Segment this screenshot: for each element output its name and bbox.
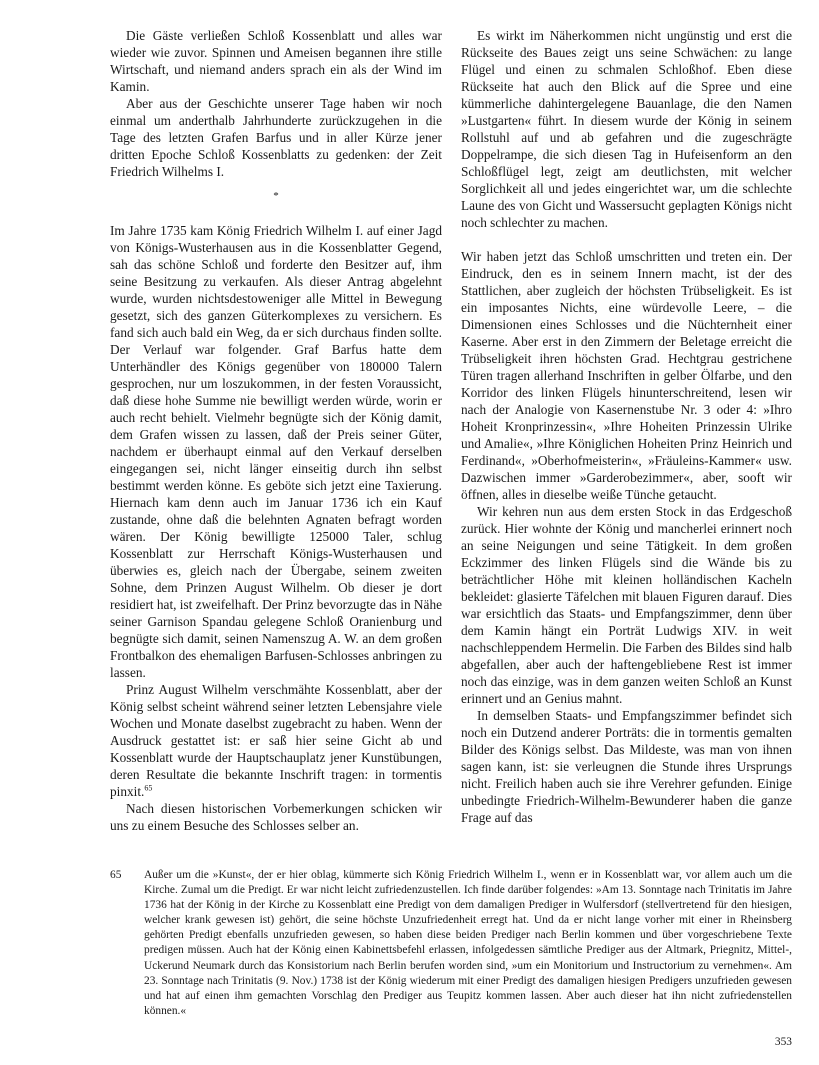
right-column — [461, 27, 792, 826]
section-break — [461, 231, 792, 248]
paragraph: Im Jahre 1735 kam König Friedrich Wilhelm I. auf einer Jagd von Königs-Wusterhausen aus in die Kossenblatter Gegend, sah das schöne Schloß und forderte den Besitzer auf, ihm seine Besitzung zu verkaufen. Als dieser Antrag abgelehnt wurde, wurden nichtsdestoweniger alle Mittel in Bewegung gesetzt, sich des ganzen Güterkomplexes zu versichern. Es fand sich auch bald ein Weg, da er sich durchaus finden sollte. Der Verlauf war folgender. Graf Barfus hatte dem Unterhändler des Königs gegenüber von 180000 Talern gesprochen, nur um loszukommen, in der festen Voraussicht, daß diese hohe Summe nie bewilligt werden würde, worin er auch recht behielt. Vielmehr begnügte sich der König damit, dem Grafen wissen zu lassen, daß der Preis seiner Güter, nachdem er überhaupt einmal auf den Verkauf derselben eingegangen sei, nicht länger einseitig durch ihn selbst bestimmt werden könne. Es geböte sich jetzt eine Taxierung. Hiernach kam denn auch im Januar 1736 ich ein Kauf zustande, ohne daß die belehnten Agnaten befragt worden wären. Der König bewilligte 125000 Taler, schlug Kossenblatt zur Herrschaft Königs-Wusterhausen und überwies es, gleich nach der Übergabe, seinem zweiten Sohne, dem Prinzen August Wilhelm. Ob dieser je dort residiert hat, ist zweifelhaft. Der Prinz bevorzugte das in Nähe seiner Garnison Spandau gelegene Schloß Oranienburg und begnügte sich damit, seinen Namenszug A. W. an dem großen Frontbalkon des ehemaligen Barfusen-Schlosses anbringen zu lassen. — [110, 223, 442, 680]
paragraph — [110, 681, 442, 800]
footnote-reference[interactable]: 65 — [144, 783, 153, 793]
page-number: 353 — [774, 1036, 792, 1048]
paragraph: Wir haben jetzt das Schloß umschritten und treten ein. Der Eindruck, den es in seinem Innern macht, ist der des Stattlichen, aber zugleich der höchsten Trübseligkeit. Es ist ein imposantes Nichts, eine würdevolle Leere, – die Dimensionen eines Schlosses und die Nüchternheit einer Kaserne. Aber erst in den Zimmern der Beletage erreicht die Trübseligkeit ihren höchsten Grad. Hechtgrau gestrichene Türen tragen allerhand Inschriften in gelber Ölfarbe, und den Korridor des linken Flügels hinunterschreitend, lesen wir nach der Analogie von Kasernenstube Nr. 3 oder 4: »Ihro Hoheit Kronprinzessin«, »Ihre Hoheiten Prinzessin Ulrike und Amalie«, »Ihre Königlichen Hoheiten Prinz Heinrich und Ferdinand«, »Oberhofmeisterin«, »Fräuleins-Kammer« usw. Dazwischen immer »Garderobezimmer«, aber, sooft wir öffnen, alles in dieselbe weiße Tünche getaucht. — [461, 249, 792, 502]
paragraph: Nach diesen historischen Vorbemerkungen schicken wir uns zu einem Besuche des Schlosses selber an. — [110, 801, 442, 833]
paragraph-text: Prinz August Wilhelm verschmähte Kossenblatt, aber der König selbst scheint während seiner letzten Lebensjahre viele Wochen und Monate daselbst zugebracht zu haben. Wenn der Ausdruck gestattet ist: er saß hier seine Gicht ab und Kossenblatt wurde der Hauptschauplatz jener Kunstübungen, deren Resultate die bekannte Inschrift tragen: in tormentis pinxit. — [110, 682, 442, 799]
footnote — [110, 868, 792, 1019]
footnote-text: Außer um die »Kunst«, der er hier oblag, kümmerte sich König Friedrich Wilhelm I., wenn er in Kossenblatt war, vor allem auch um die Kirche. Zumal um die Predigt. Er war nicht leicht zufriedenzustellen. Ich finde darüber folgendes: »Am 13. Sonntage nach Trinitatis im Jahre 1736 hat der König in der Kirche zu Kossenblatt eine Predigt von dem damaligen Prediger in Wulfersdorf (stellvertretend für den hiesigen, welcher krank gewesen ist) gehört, die seine höchste Unzufriedenheit erregt hat. Und da er nicht lange vorher mit einer in Rheinsberg gehörten Predigt ebenfalls unzufrieden gewesen, so haben diese beiden Prediger nach Berlin kommen und über vorgeschriebene Texte predigen müssen. Auch hat der König einen Kabinettsbefehl erlassen, infolgedessen sämtliche Prediger aus der Altmark, Priegnitz, Mittel-, Uckerund Neumark durch das Konsistorium nach Berlin berufen worden sind, »um ein Monitorium und Instructorium zu vernehmen«. Am 23. Sonntage nach Trinitatis (9. Nov.) 1738 ist der König wiederum mit einer Predigt des damaligen hiesigen Predigers unzufrieden gewesen und hat auf einen ihm gemachten Vorschlag den Prediger aus Teupitz kommen lassen. Aber auch dieser hat ihn nicht zufriedenstellen können.« — [144, 869, 792, 1017]
paragraph: Es wirkt im Näherkommen nicht ungünstig und erst die Rückseite des Baues zeigt uns seine Schwächen: zu lange Flügel und einen zu schmalen Schloßhof. Eben diese Rückseite hat auch den Blick auf die Spree und eine kümmerliche dahintergelegene Bauanlage, die den Namen »Lustgarten« führt. In diesem wurde der König in seinem Rollstuhl auf und ab gefahren und die zugeschrägte Doppelrampe, die sich diesen Tag in Hufeisenform an den Schloßflügel legt, zeigt am deutlichsten, mit welcher Sorglichkeit all und jedes eingerichtet war, um die schlechte Laune des von Gicht und Wassersucht geplagten Königs nicht noch schlechter zu machen. — [461, 28, 792, 230]
paragraph: Die Gäste verließen Schloß Kossenblatt und alles war wieder wie zuvor. Spinnen und Ameisen begannen ihre stille Wirtschaft, und niemand anders sprach ein als der Wind im Kamin. — [110, 28, 442, 94]
left-column — [110, 27, 442, 834]
section-separator: * — [273, 190, 279, 202]
paragraph: In demselben Staats- und Empfangszimmer befindet sich noch ein Dutzend anderer Porträts: die in tormentis gemalten Bilder des Königs selbst. Das Mildeste, was man von ihnen sagen kann, ist: sie verleugnen die Stunde ihres Ursprungs nicht. Freilich haben auch sie ihre Verehrer gefunden. Einige unbedingte Friedrich-Wilhelm-Bewunderer haben die ganze Frage auf das — [461, 708, 792, 825]
footnote-number: 65 — [110, 869, 122, 881]
paragraph: Aber aus der Geschichte unserer Tage haben wir noch einmal um anderthalb Jahrhunderte zurückzugehen in die Tage des letzten Grafen Barfus und in aller Kürze jener dritten Epoche Schloß Kossenblatts zu gedenken: der Zeit Friedrich Wilhelms I. — [110, 96, 442, 179]
paragraph: Wir kehren nun aus dem ersten Stock in das Erdgeschoß zurück. Hier wohnte der König und mancherlei erinnert noch an seine Neigungen und seine Tätigkeit. In dem großen Eckzimmer des linken Flügels sind die Wände bis zu beträchtlicher Höhe mit kleinen holländischen Kacheln bekleidet: glasierte Täfelchen mit blauen Figuren darauf. Dies war ersichtlich das Staats- und Empfangszimmer, denn über dem Kamin hängt ein Porträt Ludwigs XIV. in weit nachschleppendem Hermelin. Die Farben des Bildes sind halb abgefallen, aber auch der haftengebliebene Rest ist immer noch das einzige, was in dem ganzen weiten Schloß an Kunst erinnert und an Genius mahnt. — [461, 504, 792, 706]
